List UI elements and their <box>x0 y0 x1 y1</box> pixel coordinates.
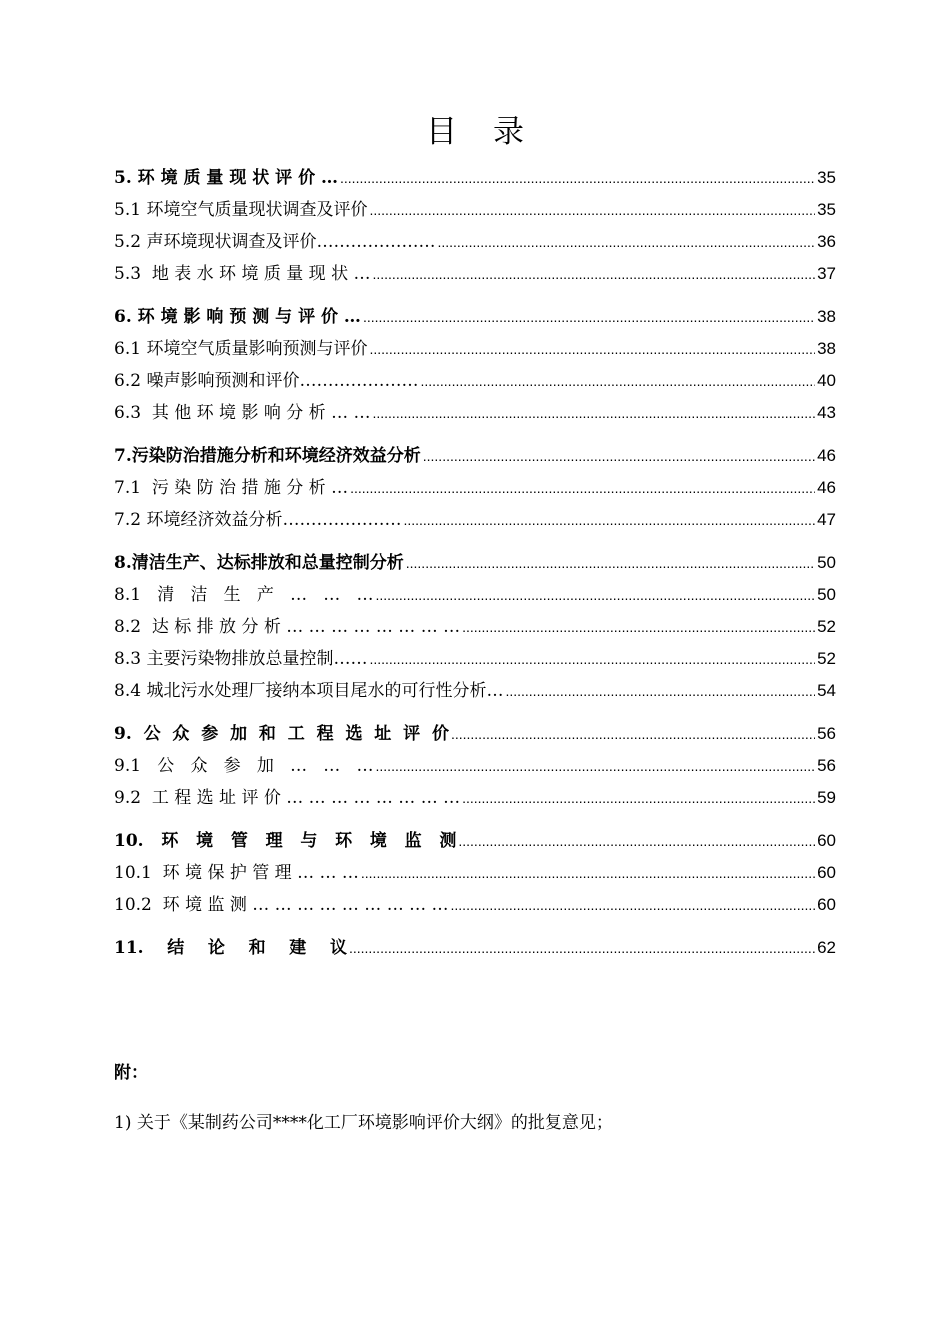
toc-entry-label: 6.1 环境空气质量影响预测与评价 <box>114 339 368 359</box>
toc-entry-label: 9.1 公 众 参 加 … … … <box>114 756 374 776</box>
toc-section-row <box>114 258 836 290</box>
toc-dot-leader <box>458 825 815 857</box>
toc-dot-leader <box>369 194 815 226</box>
toc-section-row <box>114 397 836 429</box>
toc-page-number: 35 <box>817 168 836 187</box>
toc-chapter-row <box>114 162 836 194</box>
toc-page-number: 36 <box>817 232 836 251</box>
toc-page-number: 62 <box>817 938 836 957</box>
toc-entry-label: 9. 公 众 参 加 和 工 程 选 址 评 价 <box>114 724 449 744</box>
toc-entry-label: 6.3 其 他 环 境 影 响 分 析 … … <box>114 403 371 423</box>
toc-page-number: 46 <box>817 478 836 497</box>
toc-dot-leader <box>462 782 815 814</box>
toc-entry-label: 6. 环 境 影 响 预 测 与 评 价 … <box>114 307 361 327</box>
toc-entry-label: 11. 结 论 和 建 议 <box>114 938 347 958</box>
toc-dot-leader <box>423 440 815 472</box>
toc-entry-label: 6.2 噪声影响预测和评价………………… <box>114 371 419 391</box>
toc-page-number: 46 <box>817 446 836 465</box>
toc-entry-label: 5.2 声环境现状调查及评价………………… <box>114 232 436 252</box>
toc-entry-label: 8.3 主要污染物排放总量控制…… <box>114 649 368 669</box>
toc-section-row <box>114 365 836 397</box>
toc-entry-label: 8.2 达 标 排 放 分 析 … … … … … … … … <box>114 617 461 637</box>
toc-page-number: 43 <box>817 403 836 422</box>
toc-dot-leader <box>505 675 815 707</box>
toc-chapter-row <box>114 301 836 333</box>
toc-dot-leader <box>451 889 816 921</box>
toc-dot-leader <box>376 579 816 611</box>
toc-dot-leader <box>340 162 815 194</box>
toc-dot-leader <box>369 643 815 675</box>
toc-dot-leader <box>437 226 815 258</box>
toc-page-number: 54 <box>817 681 836 700</box>
toc-page-number: 35 <box>817 200 836 219</box>
toc-dot-leader <box>361 857 815 889</box>
toc-page-number: 50 <box>817 553 836 572</box>
toc-page-number: 60 <box>817 831 836 850</box>
page-title: 目录 <box>426 114 560 150</box>
toc-dot-leader <box>403 504 815 536</box>
toc-page-number: 52 <box>817 649 836 668</box>
toc-dot-leader <box>420 365 815 397</box>
toc-entry-label: 8.4 城北污水处理厂接纳本项目尾水的可行性分析… <box>114 681 504 701</box>
toc-section-row <box>114 857 836 889</box>
toc-section-row <box>114 579 836 611</box>
toc-page-number: 56 <box>817 756 836 775</box>
toc-dot-leader <box>363 301 815 333</box>
toc-dot-leader <box>372 397 815 429</box>
toc-dot-leader <box>451 718 815 750</box>
toc-dot-leader <box>372 258 815 290</box>
toc-entry-label: 10.1 环 境 保 护 管 理 … … … <box>114 863 359 883</box>
toc-chapter-row <box>114 718 836 750</box>
toc-chapter-row <box>114 932 836 964</box>
toc-section-row <box>114 611 836 643</box>
toc-section-row <box>114 333 836 365</box>
toc-entry-label: 5.1 环境空气质量现状调查及评价 <box>114 200 368 220</box>
toc-dot-leader <box>350 472 815 504</box>
toc-dot-leader <box>406 547 815 579</box>
toc-entry-label: 8.清洁生产、达标排放和总量控制分析 <box>114 553 404 573</box>
toc-section-row <box>114 226 836 258</box>
toc-entry-label: 7.2 环境经济效益分析………………… <box>114 510 402 530</box>
toc-page-number: 60 <box>817 895 836 914</box>
toc-page-number: 38 <box>817 339 836 358</box>
toc-section-row <box>114 750 836 782</box>
toc-entry-label: 7.1 污 染 防 治 措 施 分 析 … <box>114 478 349 498</box>
appendix-heading: 附： <box>114 1063 148 1082</box>
toc-entry-label: 5.3 地 表 水 环 境 质 量 现 状 … <box>114 264 371 284</box>
table-of-contents <box>114 162 836 964</box>
toc-entry-label: 7.污染防治措施分析和环境经济效益分析 <box>114 446 421 466</box>
toc-section-row <box>114 504 836 536</box>
toc-page-number: 47 <box>817 510 836 529</box>
toc-chapter-row <box>114 547 836 579</box>
toc-page-number: 40 <box>817 371 836 390</box>
toc-section-row <box>114 643 836 675</box>
toc-entry-label: 10. 环 境 管 理 与 环 境 监 测 <box>114 831 457 851</box>
toc-entry-label: 5. 环 境 质 量 现 状 评 价 … <box>114 168 339 188</box>
toc-chapter-row <box>114 440 836 472</box>
toc-page-number: 37 <box>817 264 836 283</box>
appendix-item: 1) 关于《某制药公司****化工厂环境影响评价大纲》的批复意见； <box>114 1113 613 1133</box>
toc-page-number: 56 <box>817 724 836 743</box>
toc-dot-leader <box>462 611 815 643</box>
toc-dot-leader <box>349 932 815 964</box>
toc-dot-leader <box>369 333 815 365</box>
toc-entry-label: 8.1 清 洁 生 产 … … … <box>114 585 374 605</box>
toc-page-number: 59 <box>817 788 836 807</box>
toc-page-number: 50 <box>817 585 836 604</box>
toc-dot-leader <box>376 750 816 782</box>
toc-entry-label: 10.2 环 境 监 测 … … … … … … … … … <box>114 895 449 915</box>
toc-section-row <box>114 889 836 921</box>
toc-section-row <box>114 194 836 226</box>
toc-page-number: 52 <box>817 617 836 636</box>
toc-section-row <box>114 782 836 814</box>
toc-section-row <box>114 675 836 707</box>
toc-page-number: 38 <box>817 307 836 326</box>
toc-chapter-row <box>114 825 836 857</box>
toc-page-number: 60 <box>817 863 836 882</box>
toc-section-row <box>114 472 836 504</box>
toc-entry-label: 9.2 工 程 选 址 评 价 … … … … … … … … <box>114 788 461 808</box>
